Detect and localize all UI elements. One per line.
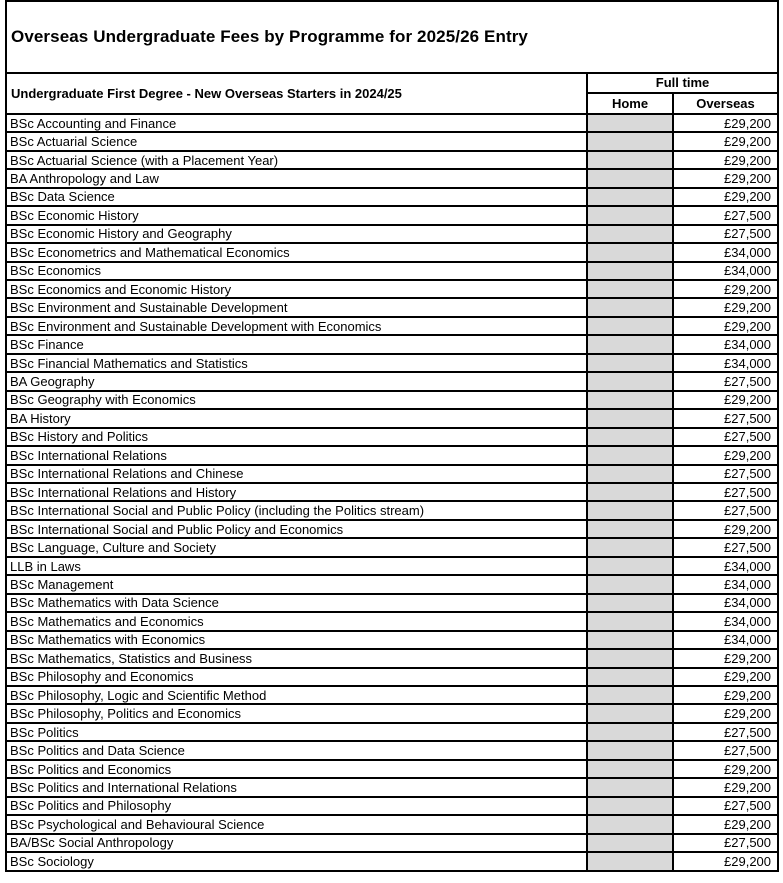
overseas-fee-cell: £34,000 — [673, 575, 778, 593]
programme-cell: BSc Politics and International Relations — [6, 778, 587, 796]
programme-cell: BSc Economic History and Geography — [6, 225, 587, 243]
programme-cell: BSc Accounting and Finance — [6, 114, 587, 132]
programme-cell: BSc Economics — [6, 262, 587, 280]
home-fee-cell — [587, 335, 673, 353]
overseas-fee-cell: £29,200 — [673, 280, 778, 298]
table-row — [6, 317, 778, 335]
programme-cell: BSc International Relations — [6, 446, 587, 464]
overseas-fee-cell: £27,500 — [673, 834, 778, 852]
programme-cell: BSc Actuarial Science — [6, 132, 587, 150]
home-fee-cell — [587, 797, 673, 815]
home-fee-cell — [587, 428, 673, 446]
home-fee-cell — [587, 409, 673, 427]
table-row — [6, 501, 778, 519]
programme-cell: BA History — [6, 409, 587, 427]
table-row — [6, 280, 778, 298]
home-fee-cell — [587, 132, 673, 150]
home-fee-cell — [587, 354, 673, 372]
table-body — [6, 114, 778, 871]
table-row — [6, 243, 778, 261]
table-row — [6, 428, 778, 446]
table-row — [6, 723, 778, 741]
overseas-fee-cell: £29,200 — [673, 520, 778, 538]
overseas-fee-cell: £27,500 — [673, 225, 778, 243]
home-fee-cell — [587, 243, 673, 261]
column-group-full-time: Full time — [587, 73, 778, 94]
table-row — [6, 151, 778, 169]
home-fee-cell — [587, 760, 673, 778]
home-fee-cell — [587, 206, 673, 224]
table-row — [6, 686, 778, 704]
table-row — [6, 704, 778, 722]
overseas-fee-cell: £29,200 — [673, 649, 778, 667]
table-row — [6, 409, 778, 427]
programme-cell: BSc Environment and Sustainable Development with Economics — [6, 317, 587, 335]
home-fee-cell — [587, 668, 673, 686]
table-row — [6, 262, 778, 280]
overseas-fee-cell: £27,500 — [673, 483, 778, 501]
home-fee-cell — [587, 520, 673, 538]
home-fee-cell — [587, 483, 673, 501]
table-row — [6, 169, 778, 187]
overseas-fee-cell: £27,500 — [673, 409, 778, 427]
overseas-fee-cell: £27,500 — [673, 465, 778, 483]
overseas-fee-cell: £29,200 — [673, 317, 778, 335]
programme-cell: BSc Mathematics with Economics — [6, 631, 587, 649]
table-head — [6, 1, 778, 114]
home-fee-cell — [587, 704, 673, 722]
programme-cell: BSc Data Science — [6, 188, 587, 206]
table-row — [6, 372, 778, 390]
table-row — [6, 391, 778, 409]
home-fee-cell — [587, 575, 673, 593]
table-row — [6, 446, 778, 464]
table-row — [6, 649, 778, 667]
home-fee-cell — [587, 778, 673, 796]
overseas-fee-cell: £34,000 — [673, 631, 778, 649]
table-row — [6, 815, 778, 833]
programme-cell: BSc History and Politics — [6, 428, 587, 446]
table-row — [6, 631, 778, 649]
home-fee-cell — [587, 372, 673, 390]
programme-cell: BSc Philosophy, Politics and Economics — [6, 704, 587, 722]
page-title: Overseas Undergraduate Fees by Programme for 2025/26 Entry — [6, 1, 778, 73]
table-row — [6, 668, 778, 686]
table-row — [6, 483, 778, 501]
overseas-fee-cell: £34,000 — [673, 354, 778, 372]
programme-cell: BSc Finance — [6, 335, 587, 353]
programme-cell: BSc Management — [6, 575, 587, 593]
table-row — [6, 538, 778, 556]
overseas-fee-cell: £27,500 — [673, 501, 778, 519]
overseas-fee-cell: £27,500 — [673, 723, 778, 741]
table-row — [6, 575, 778, 593]
programme-cell: BSc Financial Mathematics and Statistics — [6, 354, 587, 372]
programme-cell: BSc Philosophy and Economics — [6, 668, 587, 686]
overseas-fee-cell: £29,200 — [673, 815, 778, 833]
table-row — [6, 612, 778, 630]
programme-cell: BSc Politics and Data Science — [6, 741, 587, 759]
overseas-fee-cell: £27,500 — [673, 741, 778, 759]
table-row — [6, 778, 778, 796]
programme-cell: LLB in Laws — [6, 557, 587, 575]
home-fee-cell — [587, 151, 673, 169]
table-row — [6, 760, 778, 778]
programme-cell: BSc Sociology — [6, 852, 587, 871]
programme-cell: BSc Politics — [6, 723, 587, 741]
overseas-fee-cell: £34,000 — [673, 262, 778, 280]
overseas-fee-cell: £27,500 — [673, 206, 778, 224]
programme-cell: BSc Mathematics and Economics — [6, 612, 587, 630]
home-fee-cell — [587, 225, 673, 243]
overseas-fee-cell: £27,500 — [673, 797, 778, 815]
programme-cell: BSc Economics and Economic History — [6, 280, 587, 298]
overseas-fee-cell: £34,000 — [673, 612, 778, 630]
table-row — [6, 557, 778, 575]
overseas-fee-cell: £29,200 — [673, 668, 778, 686]
overseas-fee-cell: £29,200 — [673, 132, 778, 150]
home-fee-cell — [587, 815, 673, 833]
table-row — [6, 206, 778, 224]
programme-cell: BSc Environment and Sustainable Development — [6, 298, 587, 316]
overseas-fee-cell: £29,200 — [673, 169, 778, 187]
programme-cell: BSc International Relations and Chinese — [6, 465, 587, 483]
overseas-fee-cell: £34,000 — [673, 243, 778, 261]
overseas-fee-cell: £27,500 — [673, 428, 778, 446]
overseas-fee-cell: £29,200 — [673, 778, 778, 796]
table-row — [6, 741, 778, 759]
table-row — [6, 594, 778, 612]
programme-cell: BA Anthropology and Law — [6, 169, 587, 187]
overseas-fee-cell: £34,000 — [673, 594, 778, 612]
overseas-fee-cell: £34,000 — [673, 557, 778, 575]
programme-cell: BSc Geography with Economics — [6, 391, 587, 409]
home-fee-cell — [587, 298, 673, 316]
table-subheader: Undergraduate First Degree - New Overseas Starters in 2024/25 — [6, 73, 587, 114]
programme-cell: BSc Politics and Economics — [6, 760, 587, 778]
table-row — [6, 852, 778, 871]
home-fee-cell — [587, 188, 673, 206]
group-header-row — [6, 73, 778, 94]
table-row — [6, 225, 778, 243]
home-fee-cell — [587, 631, 673, 649]
programme-cell: BSc Economic History — [6, 206, 587, 224]
overseas-fee-cell: £34,000 — [673, 335, 778, 353]
programme-cell: BSc Psychological and Behavioural Science — [6, 815, 587, 833]
overseas-fee-cell: £29,200 — [673, 298, 778, 316]
home-fee-cell — [587, 852, 673, 871]
table-row — [6, 132, 778, 150]
home-fee-cell — [587, 501, 673, 519]
table-row — [6, 335, 778, 353]
programme-cell: BSc Actuarial Science (with a Placement Year) — [6, 151, 587, 169]
home-fee-cell — [587, 465, 673, 483]
overseas-fee-cell: £29,200 — [673, 704, 778, 722]
table-row — [6, 354, 778, 372]
home-fee-cell — [587, 391, 673, 409]
table-row — [6, 298, 778, 316]
home-fee-cell — [587, 834, 673, 852]
overseas-fee-cell: £29,200 — [673, 446, 778, 464]
programme-cell: BSc Mathematics, Statistics and Business — [6, 649, 587, 667]
home-fee-cell — [587, 280, 673, 298]
overseas-fee-cell: £29,200 — [673, 114, 778, 132]
programme-cell: BSc Philosophy, Logic and Scientific Method — [6, 686, 587, 704]
home-fee-cell — [587, 686, 673, 704]
overseas-fee-cell: £27,500 — [673, 372, 778, 390]
title-row — [6, 1, 778, 73]
home-fee-cell — [587, 262, 673, 280]
column-header-overseas: Overseas — [673, 93, 778, 114]
programme-cell: BA Geography — [6, 372, 587, 390]
table-row — [6, 520, 778, 538]
programme-cell: BSc International Relations and History — [6, 483, 587, 501]
home-fee-cell — [587, 594, 673, 612]
overseas-fee-cell: £29,200 — [673, 686, 778, 704]
programme-cell: BSc International Social and Public Policy and Economics — [6, 520, 587, 538]
table-row — [6, 114, 778, 132]
programme-cell: BSc Politics and Philosophy — [6, 797, 587, 815]
home-fee-cell — [587, 723, 673, 741]
programme-cell: BA/BSc Social Anthropology — [6, 834, 587, 852]
home-fee-cell — [587, 538, 673, 556]
table-row — [6, 797, 778, 815]
programme-cell: BSc Mathematics with Data Science — [6, 594, 587, 612]
programme-cell: BSc Econometrics and Mathematical Economics — [6, 243, 587, 261]
overseas-fee-cell: £29,200 — [673, 852, 778, 871]
home-fee-cell — [587, 741, 673, 759]
programme-cell: BSc International Social and Public Policy (including the Politics stream) — [6, 501, 587, 519]
overseas-fee-cell: £29,200 — [673, 151, 778, 169]
table-row — [6, 465, 778, 483]
home-fee-cell — [587, 317, 673, 335]
table-row — [6, 188, 778, 206]
home-fee-cell — [587, 446, 673, 464]
overseas-fee-cell: £29,200 — [673, 188, 778, 206]
overseas-fee-cell: £27,500 — [673, 538, 778, 556]
overseas-fee-cell: £29,200 — [673, 760, 778, 778]
table-row — [6, 834, 778, 852]
home-fee-cell — [587, 649, 673, 667]
programme-cell: BSc Language, Culture and Society — [6, 538, 587, 556]
home-fee-cell — [587, 114, 673, 132]
fees-table — [5, 0, 779, 872]
overseas-fee-cell: £29,200 — [673, 391, 778, 409]
home-fee-cell — [587, 612, 673, 630]
column-header-home: Home — [587, 93, 673, 114]
home-fee-cell — [587, 169, 673, 187]
home-fee-cell — [587, 557, 673, 575]
